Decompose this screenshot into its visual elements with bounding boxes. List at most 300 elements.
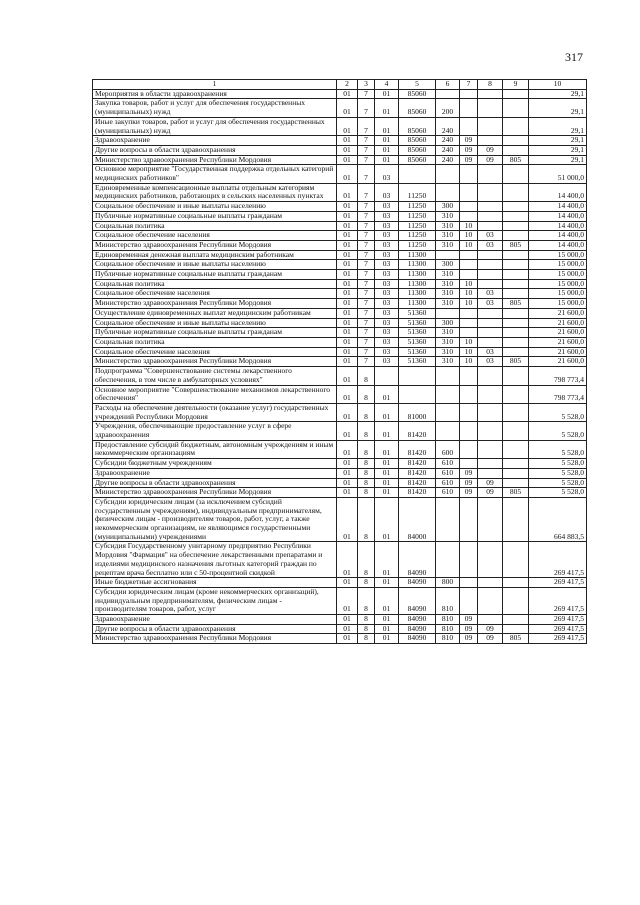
table-row xyxy=(93,231,587,241)
table-row xyxy=(93,624,587,634)
program-code-cell: 01 xyxy=(337,347,358,357)
section-cell: 09 xyxy=(460,136,478,146)
program-code-cell: 01 xyxy=(337,624,358,634)
table-row xyxy=(93,542,587,578)
table-row xyxy=(93,260,587,270)
section-cell xyxy=(460,308,478,318)
amount-cell: 15 000,0 xyxy=(529,279,587,289)
direction-code-cell: 11300 xyxy=(399,279,436,289)
expense-type-cell: 610 xyxy=(436,468,460,478)
ministry-code-cell: 805 xyxy=(503,357,529,367)
header-col-8: 8 xyxy=(478,80,503,90)
subsection-cell xyxy=(478,279,503,289)
subsection-cell: 03 xyxy=(478,240,503,250)
subsection-cell: 09 xyxy=(478,488,503,498)
row-name-cell: Единовременная денежная выплата медицинским работникам xyxy=(93,250,337,260)
measure-code-cell xyxy=(375,367,399,385)
expense-type-cell xyxy=(436,422,460,440)
ministry-code-cell xyxy=(503,615,529,625)
table-row xyxy=(93,459,587,469)
expense-type-cell xyxy=(436,385,460,403)
amount-cell: 15 000,0 xyxy=(529,250,587,260)
subprogram-code-cell: 7 xyxy=(358,250,375,260)
measure-code-cell: 01 xyxy=(375,615,399,625)
program-code-cell: 01 xyxy=(337,337,358,347)
row-name-cell: Министерство здравоохранения Республики Мордовия xyxy=(93,488,337,498)
header-col-4: 4 xyxy=(375,80,399,90)
expense-type-cell: 310 xyxy=(436,270,460,280)
expense-type-cell xyxy=(436,183,460,201)
section-cell xyxy=(460,497,478,542)
expense-type-cell: 610 xyxy=(436,459,460,469)
direction-code-cell xyxy=(399,367,436,385)
subsection-cell xyxy=(478,250,503,260)
program-code-cell: 01 xyxy=(337,542,358,578)
subprogram-code-cell: 8 xyxy=(358,624,375,634)
expense-type-cell: 310 xyxy=(436,357,460,367)
ministry-code-cell xyxy=(503,279,529,289)
subsection-cell: 09 xyxy=(478,145,503,155)
subprogram-code-cell: 8 xyxy=(358,578,375,588)
amount-cell: 15 000,0 xyxy=(529,270,587,280)
subprogram-code-cell: 7 xyxy=(358,202,375,212)
program-code-cell: 01 xyxy=(337,117,358,135)
subsection-cell xyxy=(478,578,503,588)
row-name-cell: Социальное обеспечение и иные выплаты населению xyxy=(93,260,337,270)
row-name-cell: Социальная политика xyxy=(93,221,337,231)
ministry-code-cell: 805 xyxy=(503,634,529,644)
row-name-cell: Иные закупки товаров, работ и услуг для обеспечения государственных (муниципальных) нужд xyxy=(93,117,337,135)
direction-code-cell xyxy=(399,165,436,183)
expense-type-cell xyxy=(436,542,460,578)
expense-type-cell: 310 xyxy=(436,337,460,347)
measure-code-cell: 03 xyxy=(375,260,399,270)
amount-cell: 269 417,5 xyxy=(529,542,587,578)
subprogram-code-cell: 8 xyxy=(358,542,375,578)
amount-cell: 29,1 xyxy=(529,145,587,155)
section-cell xyxy=(460,367,478,385)
section-cell xyxy=(460,270,478,280)
measure-code-cell: 01 xyxy=(375,422,399,440)
direction-code-cell: 85060 xyxy=(399,117,436,135)
subprogram-code-cell: 8 xyxy=(358,440,375,458)
table-row xyxy=(93,478,587,488)
section-cell: 09 xyxy=(460,488,478,498)
direction-code-cell: 81420 xyxy=(399,478,436,488)
measure-code-cell: 01 xyxy=(375,440,399,458)
table-row xyxy=(93,403,587,421)
subprogram-code-cell: 8 xyxy=(358,403,375,421)
row-name-cell: Социальная политика xyxy=(93,337,337,347)
section-cell: 10 xyxy=(460,299,478,309)
ministry-code-cell xyxy=(503,478,529,488)
subsection-cell xyxy=(478,136,503,146)
subsection-cell xyxy=(478,337,503,347)
ministry-code-cell xyxy=(503,459,529,469)
measure-code-cell: 01 xyxy=(375,497,399,542)
ministry-code-cell xyxy=(503,211,529,221)
ministry-code-cell xyxy=(503,468,529,478)
section-cell: 09 xyxy=(460,468,478,478)
subprogram-code-cell: 7 xyxy=(358,231,375,241)
measure-code-cell: 01 xyxy=(375,488,399,498)
program-code-cell: 01 xyxy=(337,250,358,260)
amount-cell: 14 400,0 xyxy=(529,221,587,231)
amount-cell: 21 600,0 xyxy=(529,337,587,347)
direction-code-cell: 81420 xyxy=(399,422,436,440)
expense-type-cell: 240 xyxy=(436,155,460,165)
measure-code-cell: 01 xyxy=(375,403,399,421)
table-row xyxy=(93,385,587,403)
expense-type-cell xyxy=(436,497,460,542)
section-cell: 10 xyxy=(460,337,478,347)
ministry-code-cell xyxy=(503,587,529,614)
amount-cell: 21 600,0 xyxy=(529,357,587,367)
table-row xyxy=(93,328,587,338)
ministry-code-cell xyxy=(503,542,529,578)
ministry-code-cell xyxy=(503,221,529,231)
section-cell xyxy=(460,459,478,469)
table-row xyxy=(93,615,587,625)
section-cell: 09 xyxy=(460,155,478,165)
amount-cell: 29,1 xyxy=(529,89,587,99)
row-name-cell: Здравоохранение xyxy=(93,615,337,625)
program-code-cell: 01 xyxy=(337,478,358,488)
amount-cell: 5 528,0 xyxy=(529,459,587,469)
measure-code-cell: 03 xyxy=(375,231,399,241)
measure-code-cell: 03 xyxy=(375,337,399,347)
section-cell xyxy=(460,385,478,403)
table-row xyxy=(93,117,587,135)
subsection-cell xyxy=(478,422,503,440)
program-code-cell: 01 xyxy=(337,422,358,440)
expense-type-cell: 240 xyxy=(436,117,460,135)
row-name-cell: Подпрограмма "Совершенствование системы лекарственного обеспечения, в том числе в амбулаторных условиях" xyxy=(93,367,337,385)
program-code-cell: 01 xyxy=(337,299,358,309)
expense-type-cell xyxy=(436,403,460,421)
subprogram-code-cell: 7 xyxy=(358,299,375,309)
row-name-cell: Основное мероприятие "Государственная поддержка отдельных категорий медицинских работников" xyxy=(93,165,337,183)
section-cell: 09 xyxy=(460,634,478,644)
expense-type-cell: 800 xyxy=(436,578,460,588)
measure-code-cell: 03 xyxy=(375,299,399,309)
row-name-cell: Социальное обеспечение населения xyxy=(93,347,337,357)
measure-code-cell: 01 xyxy=(375,117,399,135)
table-row xyxy=(93,440,587,458)
measure-code-cell: 03 xyxy=(375,318,399,328)
expense-type-cell: 310 xyxy=(436,299,460,309)
direction-code-cell: 51360 xyxy=(399,328,436,338)
table-row xyxy=(93,468,587,478)
row-name-cell: Субсидия Государственному унитарному предприятию Республики Мордовия "Фармация" на обеспечение лекарственными препаратами и изделиями медицинского назначения льготных категорий граждан по рецептам врача бесплатно или с 50-процентной скидкой xyxy=(93,542,337,578)
expense-type-cell: 810 xyxy=(436,615,460,625)
program-code-cell: 01 xyxy=(337,497,358,542)
subprogram-code-cell: 7 xyxy=(358,308,375,318)
section-cell: 10 xyxy=(460,240,478,250)
table-row xyxy=(93,202,587,212)
header-col-6: 6 xyxy=(436,80,460,90)
program-code-cell: 01 xyxy=(337,634,358,644)
section-cell xyxy=(460,165,478,183)
direction-code-cell: 81420 xyxy=(399,459,436,469)
measure-code-cell: 01 xyxy=(375,136,399,146)
section-cell xyxy=(460,422,478,440)
row-name-cell: Министерство здравоохранения Республики Мордовия xyxy=(93,357,337,367)
subsection-cell: 03 xyxy=(478,299,503,309)
subsection-cell xyxy=(478,211,503,221)
expense-type-cell: 240 xyxy=(436,136,460,146)
row-name-cell: Публичные нормативные социальные выплаты гражданам xyxy=(93,328,337,338)
ministry-code-cell xyxy=(503,578,529,588)
table-header-row xyxy=(93,80,587,90)
table-row xyxy=(93,99,587,117)
measure-code-cell: 03 xyxy=(375,250,399,260)
measure-code-cell: 01 xyxy=(375,89,399,99)
section-cell xyxy=(460,183,478,201)
expense-type-cell: 240 xyxy=(436,145,460,155)
program-code-cell: 01 xyxy=(337,240,358,250)
ministry-code-cell xyxy=(503,202,529,212)
program-code-cell: 01 xyxy=(337,328,358,338)
direction-code-cell: 85060 xyxy=(399,145,436,155)
subprogram-code-cell: 8 xyxy=(358,497,375,542)
table-row xyxy=(93,587,587,614)
direction-code-cell: 11250 xyxy=(399,240,436,250)
table-row xyxy=(93,422,587,440)
ministry-code-cell xyxy=(503,145,529,155)
row-name-cell: Иные бюджетные ассигнования xyxy=(93,578,337,588)
subsection-cell xyxy=(478,117,503,135)
direction-code-cell: 81420 xyxy=(399,468,436,478)
measure-code-cell: 01 xyxy=(375,155,399,165)
ministry-code-cell xyxy=(503,328,529,338)
subprogram-code-cell: 7 xyxy=(358,279,375,289)
row-name-cell: Другие вопросы в области здравоохранения xyxy=(93,624,337,634)
row-name-cell: Публичные нормативные социальные выплаты гражданам xyxy=(93,211,337,221)
section-cell xyxy=(460,211,478,221)
amount-cell: 14 400,0 xyxy=(529,183,587,201)
program-code-cell: 01 xyxy=(337,270,358,280)
row-name-cell: Другие вопросы в области здравоохранения xyxy=(93,478,337,488)
row-name-cell: Закупка товаров, работ и услуг для обеспечения государственных (муниципальных) нужд xyxy=(93,99,337,117)
subsection-cell xyxy=(478,468,503,478)
amount-cell: 21 600,0 xyxy=(529,328,587,338)
direction-code-cell: 84090 xyxy=(399,615,436,625)
subsection-cell xyxy=(478,183,503,201)
subsection-cell xyxy=(478,385,503,403)
section-cell: 10 xyxy=(460,279,478,289)
table-row xyxy=(93,357,587,367)
expense-type-cell: 200 xyxy=(436,99,460,117)
program-code-cell: 01 xyxy=(337,279,358,289)
program-code-cell: 01 xyxy=(337,615,358,625)
direction-code-cell: 84090 xyxy=(399,634,436,644)
program-code-cell: 01 xyxy=(337,308,358,318)
row-name-cell: Мероприятия в области здравоохранения xyxy=(93,89,337,99)
amount-cell: 269 417,5 xyxy=(529,587,587,614)
amount-cell: 15 000,0 xyxy=(529,289,587,299)
ministry-code-cell xyxy=(503,347,529,357)
direction-code-cell: 81420 xyxy=(399,440,436,458)
subsection-cell xyxy=(478,99,503,117)
amount-cell: 5 528,0 xyxy=(529,422,587,440)
measure-code-cell: 03 xyxy=(375,165,399,183)
row-name-cell: Социальная политика xyxy=(93,279,337,289)
subprogram-code-cell: 7 xyxy=(358,328,375,338)
amount-cell: 21 600,0 xyxy=(529,308,587,318)
header-col-2: 2 xyxy=(337,80,358,90)
table-row xyxy=(93,367,587,385)
direction-code-cell: 11250 xyxy=(399,211,436,221)
direction-code-cell: 84090 xyxy=(399,587,436,614)
row-name-cell: Основное мероприятие "Совершенствование механизмов лекарственного обеспечения" xyxy=(93,385,337,403)
amount-cell: 269 417,5 xyxy=(529,615,587,625)
subsection-cell: 09 xyxy=(478,478,503,488)
measure-code-cell: 03 xyxy=(375,347,399,357)
expense-type-cell xyxy=(436,367,460,385)
program-code-cell: 01 xyxy=(337,211,358,221)
amount-cell: 15 000,0 xyxy=(529,260,587,270)
measure-code-cell: 01 xyxy=(375,99,399,117)
measure-code-cell: 03 xyxy=(375,211,399,221)
row-name-cell: Предоставление субсидий бюджетным, автономным учреждениям и иным некоммерческим организациям xyxy=(93,440,337,458)
subsection-cell xyxy=(478,440,503,458)
measure-code-cell: 03 xyxy=(375,202,399,212)
measure-code-cell: 03 xyxy=(375,308,399,318)
measure-code-cell: 01 xyxy=(375,478,399,488)
ministry-code-cell: 805 xyxy=(503,299,529,309)
section-cell: 10 xyxy=(460,357,478,367)
subsection-cell xyxy=(478,367,503,385)
table-row xyxy=(93,347,587,357)
expense-type-cell: 310 xyxy=(436,231,460,241)
subprogram-code-cell: 8 xyxy=(358,367,375,385)
ministry-code-cell xyxy=(503,308,529,318)
amount-cell: 5 528,0 xyxy=(529,468,587,478)
section-cell xyxy=(460,117,478,135)
section-cell: 09 xyxy=(460,615,478,625)
measure-code-cell: 03 xyxy=(375,240,399,250)
table-row xyxy=(93,578,587,588)
subprogram-code-cell: 7 xyxy=(358,289,375,299)
direction-code-cell: 51360 xyxy=(399,308,436,318)
table-row xyxy=(93,279,587,289)
row-name-cell: Министерство здравоохранения Республики Мордовия xyxy=(93,634,337,644)
measure-code-cell: 01 xyxy=(375,542,399,578)
section-cell xyxy=(460,202,478,212)
expense-type-cell: 310 xyxy=(436,328,460,338)
table-row xyxy=(93,89,587,99)
subsection-cell xyxy=(478,270,503,280)
section-cell: 10 xyxy=(460,347,478,357)
subprogram-code-cell: 7 xyxy=(358,183,375,201)
row-name-cell: Субсидии бюджетным учреждениям xyxy=(93,459,337,469)
expense-type-cell: 300 xyxy=(436,202,460,212)
expense-type-cell: 310 xyxy=(436,279,460,289)
subprogram-code-cell: 7 xyxy=(358,240,375,250)
subsection-cell: 03 xyxy=(478,289,503,299)
subprogram-code-cell: 7 xyxy=(358,347,375,357)
direction-code-cell: 84090 xyxy=(399,624,436,634)
subsection-cell: 03 xyxy=(478,347,503,357)
row-name-cell: Субсидии юридическим лицам (кроме некоммерческих организаций), индивидуальным предпринимателям, физическим лицам - производителям товаров, работ, услуг xyxy=(93,587,337,614)
expense-type-cell xyxy=(436,308,460,318)
amount-cell: 29,1 xyxy=(529,155,587,165)
amount-cell: 29,1 xyxy=(529,99,587,117)
table-row xyxy=(93,136,587,146)
ministry-code-cell xyxy=(503,99,529,117)
expense-type-cell: 810 xyxy=(436,624,460,634)
table-row xyxy=(93,318,587,328)
header-col-9: 9 xyxy=(503,80,529,90)
measure-code-cell: 01 xyxy=(375,385,399,403)
ministry-code-cell xyxy=(503,403,529,421)
section-cell: 09 xyxy=(460,624,478,634)
subprogram-code-cell: 8 xyxy=(358,488,375,498)
expense-type-cell: 310 xyxy=(436,289,460,299)
program-code-cell: 01 xyxy=(337,587,358,614)
direction-code-cell: 11250 xyxy=(399,221,436,231)
table-row xyxy=(93,155,587,165)
direction-code-cell: 84090 xyxy=(399,542,436,578)
subprogram-code-cell: 7 xyxy=(358,357,375,367)
amount-cell: 51 000,0 xyxy=(529,165,587,183)
subsection-cell: 09 xyxy=(478,624,503,634)
direction-code-cell: 11250 xyxy=(399,231,436,241)
amount-cell: 5 528,0 xyxy=(529,440,587,458)
subsection-cell xyxy=(478,202,503,212)
subsection-cell xyxy=(478,497,503,542)
expense-type-cell: 300 xyxy=(436,318,460,328)
section-cell: 10 xyxy=(460,221,478,231)
direction-code-cell: 84090 xyxy=(399,578,436,588)
subprogram-code-cell: 8 xyxy=(358,385,375,403)
direction-code-cell: 85060 xyxy=(399,136,436,146)
program-code-cell: 01 xyxy=(337,202,358,212)
section-cell xyxy=(460,328,478,338)
direction-code-cell: 81000 xyxy=(399,403,436,421)
row-name-cell: Осуществление единовременных выплат медицинским работникам xyxy=(93,308,337,318)
ministry-code-cell xyxy=(503,183,529,201)
subsection-cell: 03 xyxy=(478,357,503,367)
amount-cell: 29,1 xyxy=(529,136,587,146)
amount-cell: 269 417,5 xyxy=(529,578,587,588)
direction-code-cell: 11300 xyxy=(399,250,436,260)
amount-cell: 14 400,0 xyxy=(529,211,587,221)
subprogram-code-cell: 7 xyxy=(358,145,375,155)
subprogram-code-cell: 8 xyxy=(358,459,375,469)
amount-cell: 5 528,0 xyxy=(529,478,587,488)
subprogram-code-cell: 7 xyxy=(358,337,375,347)
table-row xyxy=(93,299,587,309)
subsection-cell xyxy=(478,615,503,625)
amount-cell: 269 417,5 xyxy=(529,624,587,634)
measure-code-cell: 03 xyxy=(375,357,399,367)
amount-cell: 664 883,5 xyxy=(529,497,587,542)
expense-type-cell: 610 xyxy=(436,488,460,498)
amount-cell: 14 400,0 xyxy=(529,240,587,250)
table-row xyxy=(93,145,587,155)
ministry-code-cell xyxy=(503,624,529,634)
measure-code-cell: 03 xyxy=(375,279,399,289)
expense-type-cell xyxy=(436,250,460,260)
program-code-cell: 01 xyxy=(337,99,358,117)
program-code-cell: 01 xyxy=(337,136,358,146)
subprogram-code-cell: 8 xyxy=(358,634,375,644)
row-name-cell: Субсидии юридическим лицам (за исключением субсидий государственным учреждениям), индивидуальным предпринимателям, физическим лицам - производителям товаров, работ, услуг, а также некоммерческим организациям, не являющимся государственными (муниципальными) учреждениями xyxy=(93,497,337,542)
table-row xyxy=(93,240,587,250)
subsection-cell: 09 xyxy=(478,634,503,644)
